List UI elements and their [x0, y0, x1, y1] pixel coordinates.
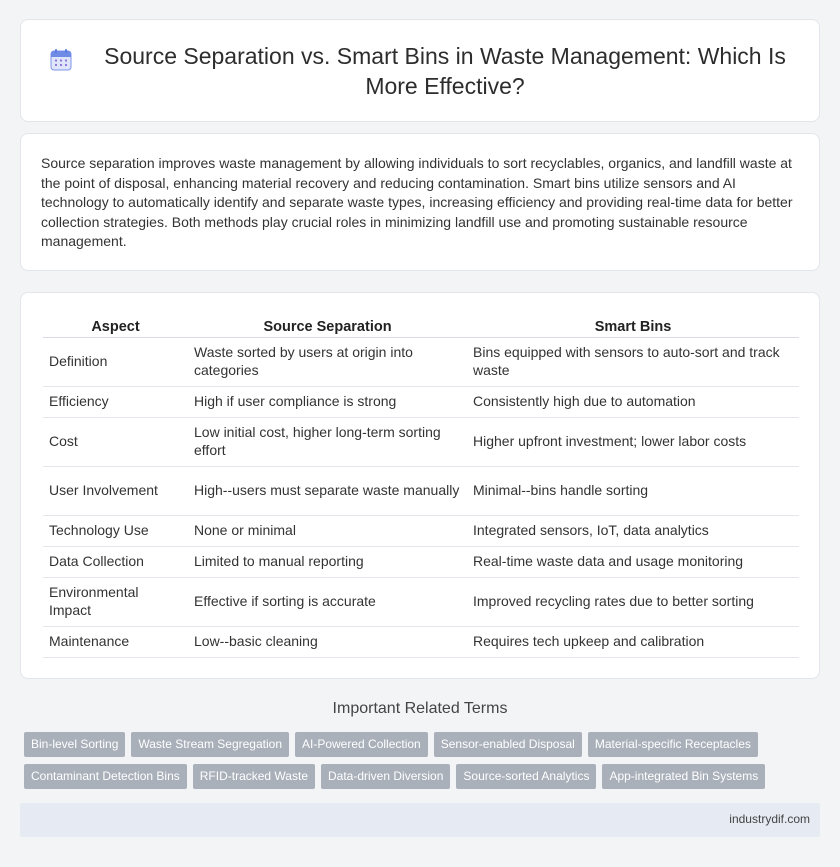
tag-material-specific-receptacles[interactable]: Material-specific Receptacles — [588, 732, 758, 757]
table-cell: Higher upfront investment; lower labor costs — [467, 417, 799, 466]
table-cell: User Involvement — [43, 466, 188, 515]
intro-paragraph: Source separation improves waste management by allowing individuals to sort recyclables, organics, and landfill waste at the point of disposal, enhancing material recovery and reducing contamination. Smart bins utilize sensors and AI technology to automatically identify and separate waste types, increasing efficiency and providing real-time data for better collection strategies. Both methods play crucial roles in minimizing landfill use and promoting sustainable resource management. — [41, 155, 793, 249]
tag-contaminant-detection-bins[interactable]: Contaminant Detection Bins — [24, 764, 187, 789]
table-row — [43, 577, 799, 626]
table-row — [43, 337, 799, 386]
table-cell: Maintenance — [43, 626, 188, 657]
footer-site-link[interactable]: industrydif.com — [729, 812, 810, 826]
table-cell: Consistently high due to automation — [467, 386, 799, 417]
related-terms-tags — [24, 732, 804, 796]
table-cell: High--users must separate waste manually — [188, 466, 467, 515]
table-cell: Real-time waste data and usage monitoring — [467, 546, 799, 577]
page-title: Source Separation vs. Smart Bins in Waste Management: Which Is More Effective? — [104, 42, 786, 99]
table-cell: Improved recycling rates due to better sorting — [467, 577, 799, 626]
table-cell: Cost — [43, 417, 188, 466]
column-header-source-separation: Source Separation — [188, 315, 467, 337]
table-cell: Minimal--bins handle sorting — [467, 466, 799, 515]
header-card — [20, 19, 820, 122]
table-row — [43, 546, 799, 577]
table-cell: Technology Use — [43, 515, 188, 546]
tag-source-sorted-analytics[interactable]: Source-sorted Analytics — [456, 764, 596, 789]
column-header-smart-bins: Smart Bins — [467, 315, 799, 337]
tag-row — [24, 732, 804, 757]
table-cell: Environmental Impact — [43, 577, 188, 626]
table-cell: Efficiency — [43, 386, 188, 417]
table-row — [43, 626, 799, 657]
table-row — [43, 417, 799, 466]
table-row — [43, 515, 799, 546]
table-cell: Limited to manual reporting — [188, 546, 467, 577]
table-cell: High if user compliance is strong — [188, 386, 467, 417]
tag-rfid-tracked-waste[interactable]: RFID-tracked Waste — [193, 764, 315, 789]
column-header-aspect: Aspect — [43, 315, 188, 337]
comparison-card — [20, 292, 820, 679]
table-cell: Integrated sensors, IoT, data analytics — [467, 515, 799, 546]
table-cell: Definition — [43, 337, 188, 386]
tag-waste-stream-segregation[interactable]: Waste Stream Segregation — [131, 732, 289, 757]
table-cell: Bins equipped with sensors to auto-sort and track waste — [467, 337, 799, 386]
table-cell: Low initial cost, higher long-term sorting effort — [188, 417, 467, 466]
intro-card — [20, 133, 820, 271]
table-cell: None or minimal — [188, 515, 467, 546]
table-cell: Effective if sorting is accurate — [188, 577, 467, 626]
comparison-table — [43, 315, 799, 658]
tag-sensor-enabled-disposal[interactable]: Sensor-enabled Disposal — [434, 732, 582, 757]
tag-bin-level-sorting[interactable]: Bin-level Sorting — [24, 732, 125, 757]
tag-ai-powered-collection[interactable]: AI-Powered Collection — [295, 732, 428, 757]
tag-app-integrated-bin-systems[interactable]: App-integrated Bin Systems — [602, 764, 765, 789]
table-cell: Data Collection — [43, 546, 188, 577]
tag-data-driven-diversion[interactable]: Data-driven Diversion — [321, 764, 450, 789]
table-header-row — [43, 315, 799, 337]
table-cell: Low--basic cleaning — [188, 626, 467, 657]
table-row — [43, 386, 799, 417]
tag-row — [24, 764, 804, 789]
table-row — [43, 466, 799, 515]
footer — [20, 803, 820, 837]
table-cell: Waste sorted by users at origin into categories — [188, 337, 467, 386]
related-terms-title: Important Related Terms — [332, 700, 508, 717]
table-cell: Requires tech upkeep and calibration — [467, 626, 799, 657]
